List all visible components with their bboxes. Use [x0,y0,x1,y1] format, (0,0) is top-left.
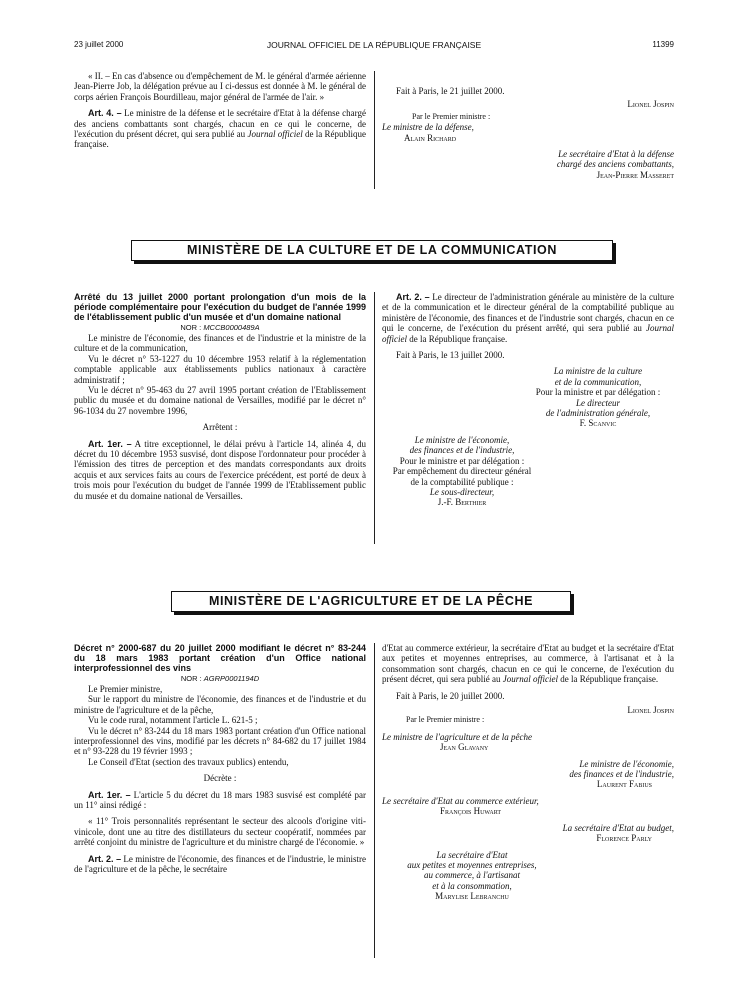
sig-line: et de la communication, [554,376,642,387]
sec3-com-title: Le secrétaire d'Etat au commerce extérieur, [382,795,539,806]
sec1-left-column [74,71,366,150]
sig-line: aux petites et moyennes entreprises, [407,859,537,870]
sig-line: Le sous-directeur, [429,486,495,497]
sig-line: au commerce, à l'artisanat [423,870,521,881]
sec2-signature-culture [382,366,674,428]
sec3-article-1: Art. 1er. – L'article 5 du décret du 18 mars 1983 susvisé est complété par un 11° ainsi rédigé : [74,789,366,811]
sig-line: de la comptabilité publique : [410,476,514,487]
sec1-min-name: Alain Richard [404,132,457,143]
sec2-article-2: Art. 2. – Le directeur de l'administration générale au ministère de la culture et de la communication et le directeur général de la comptabilité publique au ministère de l'économie, des finances et de l'industrie sont chargés, chacun en ce qui le concerne, de l'exécution du présent arrêté, qui sera publié au Journal officiel de la République française. [382,292,674,344]
sig-line: Pour la ministre et par délégation : [535,387,661,398]
sec1-fait: Fait à Paris, le 21 juillet 2000. [396,86,505,96]
sec3-decrete: Décrète : [203,773,237,784]
sec2-arretent: Arrêtent : [202,422,238,433]
sec3-p1: Le Premier ministre, [88,684,163,695]
sec2-signature-economie [382,435,542,508]
sec1-par-pm: Par le Premier ministre : [412,111,491,121]
sec3-signature-pme [382,850,562,902]
sig-line: des finances et de l'industrie, [409,445,515,456]
sig-name: J.-F. Berthier [437,497,487,508]
sec3-bud-name: Florence Parly [596,833,652,844]
page-number: 11399 [652,40,674,49]
sig-line: La ministre de la culture [553,366,643,377]
sec1-min-title: Le ministre de la défense, [382,122,474,133]
sec1-paragraph: « II. – En cas d'absence ou d'empêchement de M. le général d'armée aérienne Jean-Pierre Job, la délégation prévue au I ci-dessus est donnée à M. le général de corps aérien François Bourdilleau, major général de l'armée de l'air. » [74,71,366,102]
sec2-fait: Fait à Paris, le 13 juillet 2000. [396,350,505,361]
ministry-agriculture-banner: MINISTÈRE DE L'AGRICULTURE ET DE LA PÊCHE [171,591,571,612]
sec2-article-1: Art. 1er. – A titre exceptionnel, le délai prévu à l'article 14, alinéa 4, du décret du 10 décembre 1953 susvisé, dont dispose l'ordonnateur pour procéder à l'émission des titres de perception et des mandats correspondants aux droits acquis et aux services faits au cours de l'exercice précédent, est porté de deux à trois mois pour l'exécution du budget de l'année 1999 de l'Etablissement public du musée et du domaine national de Versailles. [74,438,366,501]
sec3-p5: Le Conseil d'Etat (section des travaux publics) entendu, [88,756,289,767]
sec3-left-column [74,643,366,875]
sec3-continuation: d'Etat au commerce extérieur, la secrétaire d'Etat au budget et la secrétaire d'Etat aux petites et moyennes entreprises, au commerce, à l'artisanat et à la consommation sont chargés, chacun en ce qui le concerne, de l'exécution du présent décret, qui sera publié au Journal officiel de la République française. [382,643,674,685]
sec3-eco-l1: Le ministre de l'économie, [579,758,674,769]
sec3-agr-name: Jean Glavany [440,742,489,753]
sig-name: Marylise Lebranchu [435,891,509,902]
sig-line: Pour le ministre et par délégation : [399,455,525,466]
sec3-p2: Sur le rapport du ministre de l'économie, des finances et de l'industrie et du ministre de l'agriculture et de la pêche, [74,694,366,715]
sec1-sec-title2: chargé des anciens combattants, [556,159,674,170]
sec3-quote: « 11° Trois personnalités représentant le secteur des alcools d'origine viti-vinicole, dont une au titre des distillateurs du secteur coopératif, nommées par arrêté conjoint du ministre de l'agriculture et du ministre chargé de l'économie. » [74,816,366,848]
sig-line: La secrétaire d'Etat [436,849,508,860]
sec2-right-column [382,292,674,508]
sec3-pm-name: Lionel Jospin [627,705,674,716]
sec3-eco-l2: des finances et de l'industrie, [569,769,674,780]
sec1-article-4: Art. 4. – Le ministre de la défense et le secrétaire d'Etat à la défense chargé des anciens combattants sont chargés, chacun en ce qui le concerne, de l'exécution du présent décret, qui sera publié au Journal officiel de la République française. [74,108,367,150]
sec3-agr-title: Le ministre de l'agriculture et de la pêche [382,731,532,742]
sec3-fait: Fait à Paris, le 20 juillet 2000. [396,690,505,701]
sec3-title: Décret n° 2000-687 du 20 juillet 2000 modifiant le décret n° 83-244 du 18 mars 1983 portant création d'un Office national interprofessionnel des vins [74,643,366,674]
sec3-nor: NOR : AGRP0001194D [180,673,260,683]
sec3-bud-title: La secrétaire d'Etat au budget, [562,822,674,833]
sec2-p1: Le ministre de l'économie, des finances et de l'industrie et la ministre de la culture et de la communication, [74,333,366,354]
sig-line: et à la consommation, [432,880,512,891]
sec3-p3: Vu le code rural, notamment l'article L. 621-5 ; [88,715,258,726]
sig-name: F. Scanvic [579,418,617,429]
sec2-title: Arrêté du 13 juillet 2000 portant prolongation d'un mois de la période complémentaire pour l'exécution du budget de l'année 1999 de l'établissement public d'un musée et d'un domaine national [74,292,366,323]
sec2-nor: NOR : MCCB0000489A [180,322,260,332]
sig-line: Par empêchement du directeur général [392,466,532,477]
sec2-p2: Vu le décret n° 53-1227 du 10 décembre 1953 relatif à la réglementation comptable applicable aux établissements publics nationaux à caractère administratif ; [74,353,366,385]
sec3-eco-name: Laurent Fabius [596,779,652,790]
column-divider [374,292,375,544]
sig-line: Le ministre de l'économie, [414,434,510,445]
sec3-p4: Vu le décret n° 83-244 du 18 mars 1983 portant création d'un Office national interprofessionnel des vins, modifié par les décrets n° 84-682 du 17 juillet 1984 et n° 93-228 du 19 février 1993 ; [74,725,366,757]
sec3-article-2: Art. 2. – Le ministre de l'économie, des finances et de l'industrie, le ministre de l'agriculture et de la pêche, le secrétaire [74,853,367,875]
sec1-sec-name: Jean-Pierre Masseret [596,169,674,180]
sec2-left-column [74,292,366,501]
sig-line: Le directeur [576,397,620,408]
sec1-pm-name: Lionel Jospin [627,99,674,110]
sec3-par-pm: Par le Premier ministre : [406,715,485,725]
journal-title: JOURNAL OFFICIEL DE LA RÉPUBLIQUE FRANÇAISE [266,40,482,50]
sec1-sec-title1: Le secrétaire d'Etat à la défense [558,149,674,160]
ministry-culture-banner: MINISTÈRE DE LA CULTURE ET DE LA COMMUNICATION [131,240,613,261]
sec2-p3: Vu le décret n° 95-463 du 27 avril 1995 portant création de l'Etablissement public du musée et du domaine national de Versailles, modifié par le décret n° 96-1034 du 27 novembre 1996, [74,385,366,416]
sig-line: de l'administration générale, [545,408,651,419]
header-date: 23 juillet 2000 [74,40,124,49]
column-divider [374,71,375,189]
sec1-right-column [382,86,674,180]
sec3-com-name: François Huwart [440,806,502,817]
column-divider [374,643,375,958]
sec3-right-column [382,643,674,902]
